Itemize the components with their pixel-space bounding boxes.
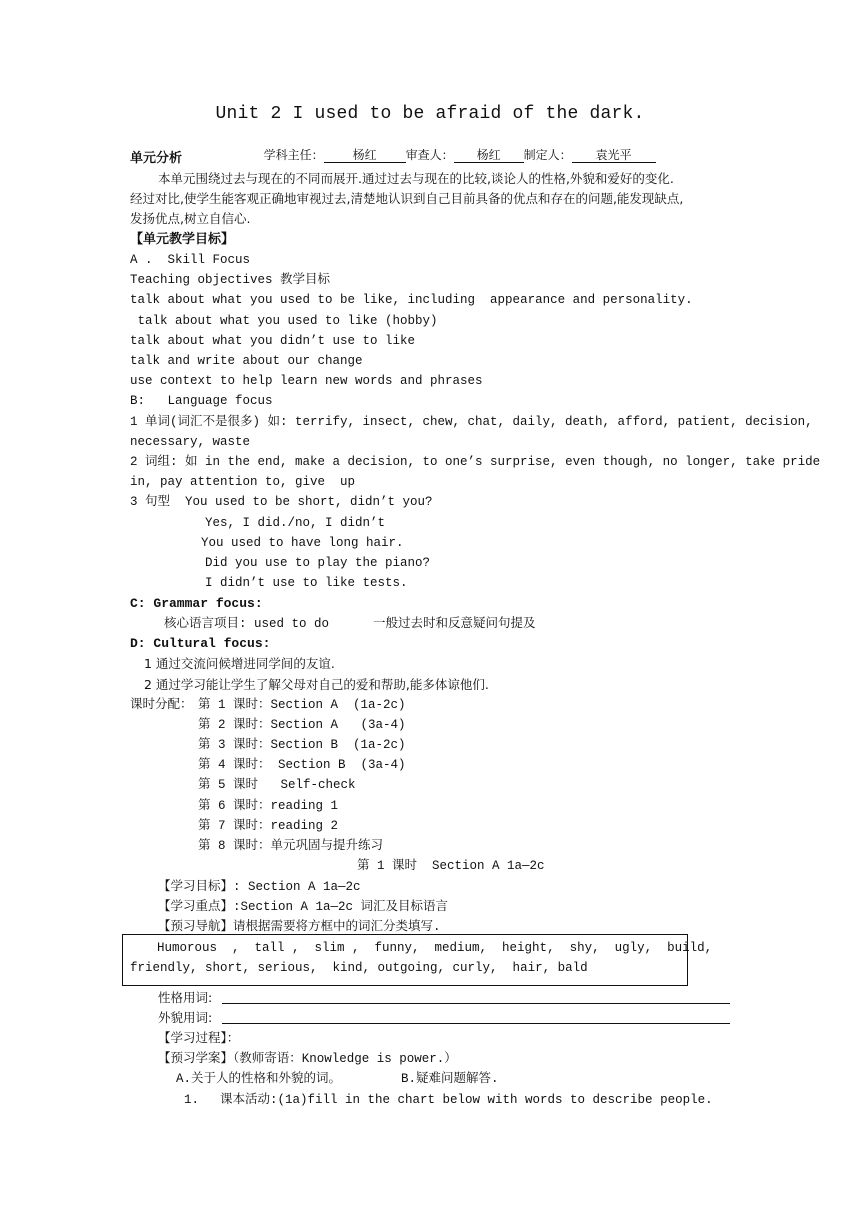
textbook-activity-line: 课本活动:(1a)fill in the chart below with words to describe people. <box>220 1093 713 1107</box>
objective-item: use context to help learn new words and phrases <box>130 374 483 388</box>
objective-item: talk about what you used to be like, including appearance and personality. <box>130 293 693 307</box>
unit-analysis-paragraph-line: 发扬优点,树立自信心. <box>130 211 251 226</box>
phrases-line: in, pay attention to, give up <box>130 475 356 489</box>
credits-line <box>256 131 656 163</box>
credit-value-reviewer: 杨红 <box>454 149 524 163</box>
sentence-pattern-line: You used to have long hair. <box>201 536 404 550</box>
unit-analysis-paragraph-line: 经过对比,使学生能客观正确地审视过去,清楚地认识到自己目前具备的优点和存在的问题,能发现缺点, <box>130 191 684 206</box>
lesson-focus-line: 【学习重点】:Section A 1a—2c 词汇及目标语言 <box>158 900 449 914</box>
personality-words-label: 性格用词: <box>158 990 213 1005</box>
preview-item-b: B.疑难问题解答. <box>401 1072 499 1086</box>
teaching-objectives-label: Teaching objectives 教学目标 <box>130 273 331 287</box>
sentence-pattern-line: I didn’t use to like tests. <box>205 576 408 590</box>
vocabulary-line: necessary, waste <box>130 435 251 449</box>
credit-label-reviewer: 审查人： <box>405 148 454 162</box>
vocabulary-box-line: Humorous , tall , slim , funny, medium, height, shy, ugly, build, <box>157 941 713 955</box>
grammar-focus-heading: C: Grammar focus: <box>130 596 263 611</box>
schedule-item: 第 5 课时 Self-check <box>198 778 356 792</box>
schedule-item: 第 1 课时：Section A (1a-2c) <box>198 698 406 712</box>
lesson-guide-line: 【预习导航】请根据需要将方框中的词汇分类填写. <box>158 920 441 934</box>
schedule-item: 第 4 课时： Section B (3a-4) <box>198 758 406 772</box>
core-language-line <box>164 616 536 632</box>
activity-number: 1. <box>184 1093 200 1107</box>
lesson-heading: 第 1 课时 Section A 1a—2c <box>357 859 545 873</box>
schedule-item: 第 7 课时：reading 2 <box>198 819 339 833</box>
objective-item: talk about what you didn’t use to like <box>130 334 416 348</box>
unit-analysis-heading: 单元分析 <box>130 151 183 166</box>
teaching-goals-heading: 【单元教学目标】 <box>130 232 235 247</box>
schedule-label: 课时分配： <box>130 698 193 712</box>
document-title: Unit 2 I used to be afraid of the dark. <box>215 104 645 124</box>
preview-item-a: A.关于人的性格和外貌的词。 <box>176 1072 342 1086</box>
core-language-label: 核心语言项目: used to do <box>164 617 330 631</box>
cultural-focus-heading: D: Cultural focus: <box>130 636 271 651</box>
schedule-item: 第 6 课时：reading 1 <box>198 799 339 813</box>
vocabulary-box-line: friendly, short, serious, kind, outgoing, curly, hair, bald <box>130 961 588 975</box>
schedule-item: 第 3 课时：Section B (1a-2c) <box>198 738 406 752</box>
schedule-item: 第 8 课时：单元巩固与提升练习 <box>198 839 384 853</box>
sentence-pattern-line: 3 句型 You used to be short, didn’t you? <box>130 495 433 509</box>
preview-plan-line: 【预习学案】（教师寄语：Knowledge is power.） <box>158 1052 457 1066</box>
credit-value-subject: 杨红 <box>324 149 406 163</box>
appearance-words-label: 外貌用词: <box>158 1010 213 1025</box>
skill-focus-label: A . Skill Focus <box>130 253 251 267</box>
vocabulary-line: 1 单词(词汇不是很多) 如: terrify, insect, chew, chat, daily, death, afford, patient, decision, <box>130 415 813 429</box>
cultural-item: 2 通过学习能让学生了解父母对自己的爱和帮助,能多体谅他们. <box>144 677 489 692</box>
unit-analysis-paragraph-line: 本单元围绕过去与现在的不同而展开.通过过去与现在的比较,谈论人的性格,外貌和爱好的变化. <box>158 171 674 186</box>
sentence-pattern-line: Yes, I did./no, I didn’t <box>205 516 386 530</box>
credit-label-subject: 学科主任： <box>263 148 324 162</box>
personality-words-answer-line[interactable] <box>222 1003 730 1004</box>
learning-process-heading: 【学习过程】： <box>158 1032 240 1046</box>
schedule-item: 第 2 课时：Section A (3a-4) <box>198 718 406 732</box>
credit-value-author: 袁光平 <box>572 149 656 163</box>
language-focus-label: B: Language focus <box>130 394 273 408</box>
cultural-item: 1 通过交流问候增进同学间的友谊. <box>144 656 335 671</box>
core-language-extra: 一般过去时和反意疑问句提及 <box>373 617 536 631</box>
sentence-pattern-line: Did you use to play the piano? <box>205 556 431 570</box>
lesson-goal-line: 【学习目标】: Section A 1a—2c <box>158 880 361 894</box>
phrases-line: 2 词组: 如 in the end, make a decision, to one’s surprise, even though, no longer, take pride <box>130 455 821 469</box>
objective-item: talk about what you used to like (hobby) <box>130 314 438 328</box>
credit-label-author: 制定人： <box>523 148 572 162</box>
appearance-words-answer-line[interactable] <box>222 1023 730 1024</box>
objective-item: talk and write about our change <box>130 354 363 368</box>
